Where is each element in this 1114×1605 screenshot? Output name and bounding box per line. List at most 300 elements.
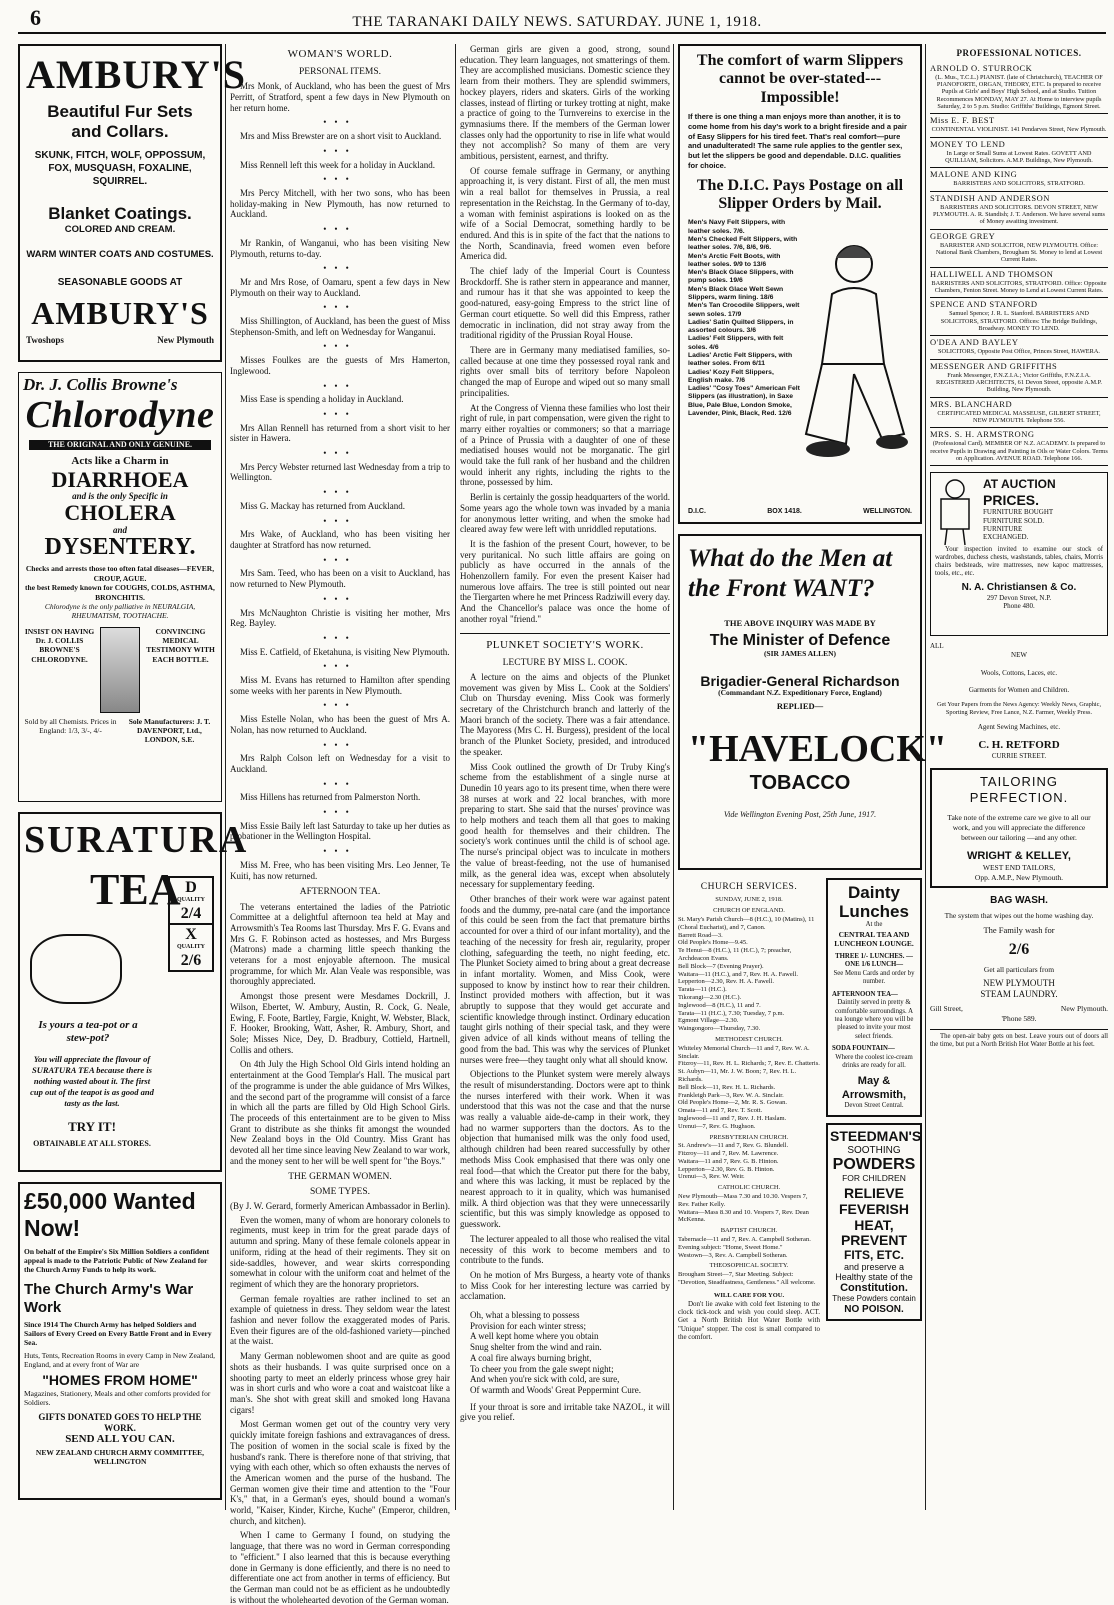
chlorodyne-insist: INSIST ON HAVING Dr. J. COLLIS BROWNE'S CHLORODYNE.: [24, 626, 95, 664]
professional-notice-name: O'DEA AND BAYLEY: [930, 337, 1019, 348]
suratura-tagline: Is yours a tea-pot or a stew-pot?: [38, 1019, 138, 1045]
havelock-replied: REPLIED—: [776, 701, 824, 712]
professional-notice-name: GEORGE GREY: [930, 230, 996, 241]
item-separator: •••: [323, 593, 357, 604]
item-separator: •••: [323, 408, 357, 419]
church-section-title: PRESBYTERIAN CHURCH.: [709, 1133, 789, 1141]
ambury-shops: Twoshops: [26, 334, 64, 345]
church-service-line: Westown—3, Rev. A. Campbell Sotheran.: [678, 1251, 788, 1259]
personal-item: Miss Rennell left this week for a holiday in Auckland.: [240, 159, 435, 170]
steedman-powders: POWDERS: [832, 1155, 916, 1173]
church-service-line: Fitzroy—11, Rev. H. L. Richards; 7, Rev. E. Chatteris.: [678, 1060, 820, 1068]
havelock-question-1: What do the Men at: [688, 545, 893, 572]
poem-line: Of warmth and Woods' Great Peppermint Cure.: [470, 1384, 641, 1395]
church-service-line: Barrett Road—3.: [678, 931, 723, 939]
professional-notice: [930, 360, 1108, 398]
article-paragraph: At the Congress of Vienna these families who lost their right of rule, in part compensation, were given the right to marry either royalties or commoners; so that a marriage of a Prince of Prussia with a daughter of one of these mediatised houses would not be morganatic. The girl would take the full rank of her husband and the children would inherit any rights, including the rights to the throne, possessed by him.: [460, 402, 670, 488]
article-paragraph: There are in Germany many mediatised families, so-called because at one time they possessed royal rank and rights over small bits of territory before Napoleon changed the map of Europe and wiped out so many small principalities.: [460, 344, 670, 398]
church-service-line: Te Henui—8 (H.C.), 11 (H.C.), 7; preacher, Archdeacon Evans.: [678, 947, 792, 962]
professional-notice-name: MONEY TO LEND: [930, 138, 1006, 149]
dainty-lunches-ad: [826, 878, 922, 1117]
slipper-lady-illustration: [792, 234, 910, 474]
professional-notice-name: MRS. S. H. ARMSTRONG: [930, 429, 1035, 440]
church-army-line2: Huts, Tents, Recreation Rooms in every Camp in New Zealand, England, and at every front of War are: [24, 1350, 215, 1370]
dainty-may-arrowsmith: May & Arrowsmith,: [841, 1074, 907, 1101]
german-women-heading: THE GERMAN WOMEN.: [288, 1172, 392, 1183]
church-service-line: Lepperton—2.30, Rev. H. A. Fawell.: [678, 978, 774, 986]
grade-d: D: [185, 879, 197, 896]
dic-item: Ladies' Felt Slippers, with felt soles. 4/6: [688, 335, 784, 351]
chlorodyne-checks: Checks and arrests those too often fatal diseases—FEVER, CROUP, AGUE.: [25, 564, 215, 583]
item-separator: •••: [323, 700, 357, 711]
article-paragraph: The chief lady of the Imperial Court is Countess Brockdorff. She is rather stern in appearance and manner, and rumour has it that she was appointed to keep the good-natured, easy-going Empress to the strict line of German court etiquette. So well did this Empress, rather democratic in inclination, did not stray away from the traditional rigidity of the Prussian Royal House.: [460, 266, 670, 341]
article-paragraph: Even the women, many of whom are honorary colonels to regiments, must keep in trim for the great parade days of autumn and spring. Many of these female colonels appear in uniform, riding at the head of their regiments. They sit on side-saddles, however, and wear skirts corresponding somewhat in colour with the uniform coat and helmet of the regiment of which they are the honorary proprietors.: [230, 1214, 450, 1289]
christiansen-line: FURNITURE BOUGHT: [983, 508, 1054, 517]
church-service-line: Lepperton—2.30, Rev. G. B. Hinton.: [678, 1165, 775, 1173]
christiansen-at-auction: AT AUCTION: [983, 477, 1056, 492]
article-paragraph: German girls are given a good, strong, sound education. They learn languages, not smatterings of them. They are accomplished musicians. Domestic science they learn from their mothers. They are splendid swimmers, hockey players, riders and skaters. Girls of the working classes, instead of flirting or turkey trotting at night, make a practice of going to the Turnvereins to exercise in the gymnasiums there. If the members of the German lower classes only had the opportunity to rise in life what would they not accomplish? So many of them are very ambitious, persistent, earnest, and thrifty.: [460, 44, 670, 162]
havelock-allen: (SIR JAMES ALLEN): [763, 648, 837, 658]
item-separator: •••: [323, 380, 357, 391]
havelock-brand: "HAVELOCK": [688, 728, 947, 771]
personal-item: Miss Essie Baily left last Saturday to take up her duties as probationer in the Wellington Hospital.: [230, 820, 450, 842]
personal-item: Mrs Ralph Colson left on Wednesday for a visit to Auckland.: [230, 753, 450, 774]
column-3: [460, 44, 670, 1512]
chlorodyne-ad: [18, 372, 222, 802]
dainty-afternoon: Daintily served in pretty & comfortable surroundings. A tea lounge where you will be pleased to invite your most select friends.: [834, 999, 914, 1040]
personal-items-list: [230, 81, 450, 881]
poem-line: To cheer you from the gale swept night;: [470, 1363, 614, 1374]
church-section-title: METHODIST CHURCH.: [715, 1035, 783, 1043]
chlorodyne-manufacturer: Sole Manufacturers: J. T. DAVENPORT, Ltd., LONDON, S.E.: [128, 716, 211, 745]
poem-line: Snug shelter from the wind and rain.: [470, 1342, 602, 1353]
professional-notice-name: STANDISH AND ANDERSON: [930, 192, 1050, 203]
personal-item: Miss G. Mackay has returned from Auckland.: [240, 500, 405, 511]
suratura-body: You will appreciate the flavour of SURATURA TEA because there is nothing wasted about it. The first cup out of the teapot is as good and tasty as the last.: [30, 1054, 154, 1109]
steedman-healthy: Healthy state of the: [835, 1272, 913, 1283]
article-paragraph: On he motion of Mrs Burgess, a hearty vote of thanks to Miss Cook for her interesting lecture was carried by acclamation.: [460, 1269, 670, 1302]
ambury-tagline: Beautiful Fur Sets and Collars.: [47, 102, 193, 142]
chlorodyne-maker: Dr. J. Collis Browne's: [23, 375, 178, 394]
chlorodyne-details: [23, 627, 217, 713]
church-service-line: Fitzroy—11 and 7, Rev. M. Lawrence.: [678, 1150, 779, 1158]
dainty-soda: Where the coolest ice-cream drinks are ready for all.: [835, 1053, 913, 1070]
chlorodyne-testimony: CONVINCING MEDICAL TESTIMONY WITH EACH BOTTLE.: [146, 626, 215, 664]
professional-notice: [930, 62, 1108, 115]
plunket-subheading: LECTURE BY MISS L. COOK.: [502, 657, 628, 668]
misc-woollens: Wools, Cottons, Laces, etc.: [980, 668, 1058, 677]
church-service-line: Whiteley Memorial Church—11 and 7, Rev. W. A. Sinclair.: [678, 1044, 810, 1060]
havelock-brigadier: Brigadier-General Richardson: [700, 672, 900, 689]
afternoon-tea-article: [230, 902, 450, 1167]
dic-headline: The comfort of warm Slippers cannot be over-stated---Impossible!: [696, 52, 904, 106]
bag-wash-family: The Family wash for: [983, 925, 1055, 936]
professional-notice-detail: (L. Mus., T.C.L.) PIANIST. (late of Christchurch), TEACHER OF PIANOFORTE, ORGAN, THEORY, ETC. Is prepared to receive Pupils at Girls' and Boys' High School, and at Studio. Tuition Recommences MONDAY, MAY 27. At Home to interview pupils Saturday, 2 to 5 p.m. Studio: Griffiths' Buildings, Egmont Street.: [935, 73, 1103, 111]
bag-wash-laundry: STEAM LAUNDRY.: [980, 989, 1058, 1000]
church-services: [678, 878, 820, 1346]
dic-slippers-ad: [678, 44, 922, 524]
church-army-committee: NEW ZEALAND CHURCH ARMY COMMITTEE, WELLINGTON: [35, 1448, 205, 1467]
bag-wash-ad: [930, 894, 1108, 1050]
church-army-send: SEND ALL YOU CAN.: [65, 1433, 175, 1446]
dic-item: Men's Tan Crocodile Slippers, welt sewn soles. 17/9: [688, 302, 800, 318]
church-army-line3: Magazines, Stationery, Meals and other comforts provided for Soldiers.: [24, 1389, 211, 1408]
church-sections: [678, 907, 820, 1287]
professional-notice: [930, 138, 1108, 169]
havelock-vide: Vide Wellington Evening Post, 25th June, 1917.: [723, 810, 877, 820]
havelock-minister: The Minister of Defence: [709, 631, 891, 649]
dic-city: WELLINGTON.: [863, 507, 912, 515]
article-paragraph: When I came to Germany I found, on studying the language, that there was no word in German corresponding to "efficient." I also learned that this is because everything done in Germany is done efficiently, and there is no need to differentiate one act from another in terms of efficiency. But the German man could not be as efficient as he undoubtedly is without the wholehearted devotion of the German woman.: [230, 1530, 450, 1605]
church-service-line: Inglewood—8 (H.C.), 11 and 7.: [678, 1001, 761, 1009]
personal-item: Mrs Monk, of Auckland, who has been the guest of Mrs Perritt, of Stratford, spent a few days in New Plymouth on her return home.: [230, 81, 450, 113]
steedman-heat: HEAT,: [854, 1216, 894, 1233]
church-section-title: CATHOLIC CHURCH.: [717, 1184, 781, 1192]
ambury-location: New Plymouth: [157, 334, 214, 345]
column-divider: [673, 44, 674, 1510]
chlorodyne-original: THE ORIGINAL AND ONLY GENUINE.: [29, 440, 211, 450]
auctioneer-illustration: [935, 477, 977, 547]
chlorodyne-palliative: Chlorodyne is the only palliative in NEURALGIA, RHEUMATISM, TOOTHACHE.: [44, 601, 196, 621]
article-paragraph: The lecturer appealed to all those who realised the vital necessity of this work to become members and to contribute to the funds.: [460, 1233, 670, 1266]
personal-item: Mrs and Miss Brewster are on a short visit to Auckland.: [240, 131, 442, 142]
ambury-footer: [26, 335, 214, 346]
professional-notice-name: ARNOLD O. STURROCK: [930, 62, 1033, 73]
professional-notices-list: [930, 62, 1108, 467]
misc-retford: C. H. RETFORD: [978, 739, 1060, 752]
column-divider: [455, 44, 456, 1510]
havelock-inquiry: THE ABOVE INQUIRY WAS MADE BY: [724, 617, 876, 628]
christiansen-line: EXCHANGED.: [983, 533, 1029, 542]
chlorodyne-sold: Sold by all Chemists. Prices in England: 1/3, 3/-, 4/-: [24, 716, 117, 736]
article-paragraph: The veterans entertained the ladies of the Patriotic Committee at a delightful afternoon tea held at May and Arrowsmith's Tea Rooms last Thursday. Mrs F. G. Evans and Mrs G. F. Robinson acted as hostesses, and Mrs Burgess (Matrons) made a charming little speech thanking the veterans for a most enjoyable afternoon. The musical programme, for which Mr. Alan Veale was responsible, was thoroughly appreciated.: [230, 901, 450, 987]
will-care-text: Don't lie awake with cold feet listening to the clock tick-tock and wish you could sleep. ACT. Get a North British Hot Water Bottle with "Unique" stopper. The cost is small compared to the comfort.: [678, 1299, 820, 1342]
item-separator: •••: [323, 487, 357, 498]
hot-water-bottle-notice: The open-air baby gets on best. Leave yours out of doors all the time, but put a North British Hot Water Bottle at his feet.: [930, 1029, 1108, 1051]
item-separator: •••: [323, 224, 357, 235]
havelock-commandant: (Commandant N.Z. Expeditionary Force, England): [718, 688, 882, 698]
article-paragraph: Miss Cook outlined the growth of Dr Truby King's scheme from the establishment of a single nurse at Dunedin 10 years ago to its present time, when there were 38 nurses at work and 22 local branches, with more preparing to start. She said that the nurses' province was to help mothers and teach them all that goes to making good health for themselves and their children. The society's work continues until the child is of school age. The nurse's principal object was to inculcate in mothers the value of breast-feeding, not the use of humanised milk, as the general idea was, except when absolutely necessary for supplementary feeding.: [460, 761, 670, 890]
steedman-for-children: FOR CHILDREN: [842, 1172, 906, 1183]
ambury-ad: [18, 44, 246, 362]
article-paragraph: On 4th July the High School Old Girls intend holding an entertainment at the Good Templar's Hall. The musical part of the programme is under the able guidance of Mrs Wilkes, and the second part of the programme will consist of a farce in which all the parts are filled by Old High School Girls. The proceeds of this entertainment are to be given to Miss Grant to distribute as she thinks fit amongst the wounded New Zealand boys in the Old Country. Miss Grant has devoted all her time since leaving New Zealand to war work, and the money sent to her will be well spent for "the Boys.": [230, 1059, 450, 1166]
teapot-image: [30, 934, 122, 1004]
article-paragraph: Other branches of their work were war against patent foods and the dummy, pre-natal care (and the importance of this could be seen from the fact that premature births accounted for over a third of our infant mortality), and the teaching of the necessity for fresh air, regularity, proper clothing, safeguarding the teeth, no night feeding, etc. The Plunket Society aimed to bring about a great decrease in infant mortality. Women, and Miss Cook, were supposed to know by instinct how to rear their children. Instinct provided mothers with affection, but it was abruptly to suppose that they would get accurate and scientific knowledge through instinct. Ordinary education taught girls nothing of their special task, and they were given advice of all kinds without means of telling the good from the bad. This was why the services of Plunket nurses were free—they taught only what all should know.: [460, 894, 670, 1065]
havelock-tobacco: TOBACCO: [749, 772, 851, 795]
grade-x: X: [185, 926, 197, 944]
professional-notice-name: Miss E. F. BEST: [930, 115, 995, 126]
christiansen-line: FURNITURE: [983, 524, 1023, 533]
dic-box: BOX 1418.: [767, 507, 802, 515]
personal-items-heading: PERSONAL ITEMS.: [299, 67, 381, 78]
article-paragraph: Of course female suffrage in Germany, or anything approaching it, is very distant. First of all, the men must win a real ballot for themselves in Prussia, a real representation in the Reichstag. In the Germany of to-day, a woman with feminist aspirations is looked on as the wife of a Social Democrat, something hardly to be endured. And this is in spite of the fact that the nations to the North, Scandinavia, freed women even before America did.: [460, 165, 670, 262]
professional-notice-detail: CERTIFICATED MEDICAL MASSEUSE, GILBERT STREET, NEW PLYMOUTH. Telephone 556.: [937, 409, 1101, 424]
misc-currie: CURRIE STREET.: [991, 752, 1047, 761]
dainty-at: At the: [865, 921, 883, 929]
poem-line: Oh, what a blessing to possess: [470, 1310, 580, 1321]
dic-item: Men's Checked Felt Slippers, with leather soles. 7/6, 8/6, 9/6.: [688, 236, 798, 252]
christiansen-prices: PRICES.: [983, 491, 1040, 508]
christiansen-ad: [930, 472, 1108, 636]
church-army-gifts: GIFTS DONATED GOES TO HELP THE WORK.: [38, 1411, 202, 1433]
church-army-line1: Since 1914 The Church Army has helped Soldiers and Sailors of Every Creed on Every Battle Front and in Every Sea.: [24, 1319, 212, 1348]
item-separator: •••: [323, 117, 357, 128]
misc-sewing: Agent Sewing Machines, etc.: [977, 723, 1061, 732]
chlorodyne-and: and: [112, 524, 127, 535]
dainty-and-steedman: [826, 878, 922, 1346]
chlorodyne-dysentery: DYSENTERY.: [44, 534, 196, 561]
tailoring-opp: Opp. A.M.P., New Plymouth.: [974, 872, 1064, 882]
peppermint-cure-poem: [470, 1310, 670, 1396]
church-service-line: Tarata—11 (H.C.).: [678, 986, 727, 994]
professional-notice: [930, 398, 1108, 429]
chlorodyne-best: the best Remedy known for COUGHS, COLDS, ASTHMA, BRONCHITIS.: [25, 583, 215, 602]
tailoring-west-end: WEST END TAILORS,: [982, 862, 1056, 872]
professional-notice: [930, 298, 1108, 336]
suratura-name: SURATURA: [24, 819, 249, 861]
plunket-article: [460, 672, 670, 1302]
misc-garments: Garments for Women and Children.: [968, 685, 1070, 694]
poem-line: Provision for each winter stress;: [470, 1320, 586, 1331]
professional-notice-name: MESSENGER AND GRIFFITHS: [930, 360, 1058, 371]
column-divider: [225, 44, 226, 1510]
church-service-line: Tarata—11 (H.C.), 7.30; Tuesday, 7 p.m.: [678, 1009, 785, 1017]
professional-notice: [930, 336, 1108, 359]
personal-item: Miss M. Free, who has been visiting Mrs. Leo Jenner, Te Kuiti, has now returned.: [230, 859, 450, 881]
professional-notice-detail: Frank Messenger, F.N.Z.I.A.; Victor Griffiths, F.N.Z.I.A. REGISTERED ARCHITECTS, 61 Devon Street, opposite A.M.P. Building, New Plymouth.: [936, 371, 1102, 394]
poem-line: And when you're sick with cold, are sure,: [470, 1374, 620, 1385]
church-and-dainty: [678, 878, 922, 1346]
item-separator: •••: [323, 302, 357, 313]
article-paragraph: It is the fashion of the present Court, however, to be very puritanical. No such little affairs are going on publicly as have occurred in the annals of the Hohenzollern family. For even the present Kaiser had numerous love affairs. The tree is still pointed out near the Tiergarten where he met Princess Radziwill every day. And the Chancellor's palace was once the home of another royal "friend.": [460, 538, 670, 624]
will-care-heading: WILL CARE FOR YOU.: [713, 1291, 785, 1299]
column-2-womans-world: [230, 44, 450, 1605]
tailoring-ad: [930, 768, 1108, 889]
church-service-line: St. Mary's Parish Church—8 (H.C.), 10 (Matins), 11 (Choral Eucharist), and 7, Canon.: [678, 915, 815, 931]
bag-wash-gill: Gill Street,: [930, 1004, 963, 1014]
christiansen-phone: Phone 480.: [1003, 602, 1035, 611]
church-services-date: SUNDAY, JUNE 2, 1918.: [715, 896, 783, 904]
professional-notice-detail: SOLICITORS, Opposite Post Office, Princes Street, HAWERA.: [938, 348, 1100, 356]
misc-papers: Get Your Papers from the News Agency: Weekly News, Graphic, Sporting Review, Free Lance, N.Z. Farmer, Weekly Press.: [936, 700, 1102, 716]
poem-line: A well kept home where you obtain: [470, 1331, 599, 1342]
poem-line: A coal fire always burning bright,: [470, 1352, 592, 1363]
article-paragraph: A lecture on the aims and objects of the Plunket movement was given by Miss L. Cook at the Soldiers' Club on Thursday evening. Miss Cook was formerly secretary of the Christchurch branch and latterly of the Maori branch of the society. There was a fair attendance. The Mayoress (Mrs C. H. Burgess), president of the local branch of the Plunket Society, presided, and introduced the speaker.: [460, 671, 670, 757]
ambury-blanket: Blanket Coatings.: [48, 203, 192, 223]
personal-item: Mrs Wake, of Auckland, who has been visiting her daughter at Stratford has now returned.: [230, 529, 450, 550]
item-separator: •••: [323, 174, 357, 185]
church-service-line: Waingongoro—Thursday, 7.30.: [678, 1025, 761, 1033]
dic-intro: If there is one thing a man enjoys more than another, it is to come home from his day's work to a bright fireside and a pair of Easy Slippers for his tired feet. That's real comfort—pure and unadulterated! The same rule applies to the gentler sex, but let the slippers be good and dependable. D.I.C. qualities for choice.: [688, 112, 907, 170]
suratura-obtainable: OBTAINABLE AT ALL STORES.: [33, 1139, 151, 1148]
chlorodyne-diarrhoea: DIARRHOEA: [51, 466, 189, 492]
item-separator: •••: [323, 739, 357, 750]
dic-item: Ladies' Kozy Felt Slippers, English make. 7/6: [688, 368, 774, 384]
suratura-ad: [18, 812, 249, 1172]
christiansen-line: FURNITURE SOLD.: [983, 516, 1045, 525]
item-separator: •••: [323, 661, 357, 672]
masthead: [0, 0, 1114, 30]
dic-item: Ladies' Satin Quilted Slippers, in assorted colours. 3/6: [688, 318, 794, 335]
column-divider: [925, 44, 926, 1510]
bag-wash-particulars: Get all particulars from: [983, 965, 1055, 974]
church-service-line: Brougham Street—7, Star Meeting. Subject: "Devotion, Steadfastness, Gentleness." All welcome.: [678, 1271, 816, 1287]
professional-notice-detail: BARRISTERS AND SOLICITORS. DEVON STREET, NEW PLYMOUTH. A. R. Standish; J. T. Anderson. We have several sums of Money awaiting investment.: [932, 203, 1106, 226]
suratura-grades: [168, 876, 214, 972]
professional-notice-detail: BARRISTERS AND SOLICITORS, STRATFORD. Office: Opposite Chambers, Fenton Street. Money to Lend at Lowest Current Rates.: [931, 279, 1107, 295]
professional-notice-name: HALLIWELL AND THOMSON: [930, 268, 1054, 279]
suratura-try: TRY IT!: [68, 1119, 116, 1134]
personal-item: Miss Hillens has returned from Palmerston North.: [240, 792, 421, 803]
professional-notice: [930, 428, 1108, 466]
dainty-three: THREE 1/- LUNCHES. —ONE 1/6 LUNCH—: [835, 952, 913, 969]
misc-new: NEW: [1011, 651, 1027, 660]
dic-item: Men's Black Glace Slippers, with pump soles. 19/6: [688, 269, 794, 285]
item-separator: •••: [323, 145, 357, 156]
professional-notice-detail: In Large or Small Sums at Lowest Rates. GOVETT AND QUILLIAM, Solicitors. A.M.P. Buildings, New Plymouth.: [945, 149, 1093, 165]
item-separator: •••: [323, 448, 357, 459]
wanted-intro: On behalf of the Empire's Six Million Soldiers a confident appeal is made to the Patriotic Public of New Zealand for the Church Army Funds to help its work.: [24, 1246, 210, 1275]
tailoring-body: Take note of the extreme care we give to all our work, and you will appreciate the difference between our tailoring —and any other.: [947, 813, 1091, 842]
tailoring-wright: WRIGHT & KELLEY,: [967, 849, 1071, 862]
steedman-relieve: RELIEVE: [844, 1185, 904, 1202]
professional-notice: [930, 168, 1108, 191]
personal-item: Mrs Percy Webster returned last Wednesday from a trip to Wellington.: [230, 461, 450, 483]
chlorodyne-cholera: CHOLERA: [64, 500, 176, 526]
grade-quality-label: QUALITY: [176, 897, 205, 904]
havelock-question-2: the Front WANT?: [688, 574, 875, 602]
misc-ads: [930, 642, 1108, 761]
christiansen-lines: [983, 508, 1103, 541]
chlorodyne-acts: Acts like a Charm in: [71, 454, 169, 467]
tailoring-title: TAILORING PERFECTION.: [969, 773, 1069, 806]
church-service-line: Tikorangi—2.30 (H.C.).: [678, 993, 742, 1001]
chlorodyne-specific: and is the only Specific in: [72, 490, 168, 501]
ambury-blanket-sub: COLORED AND CREAM.: [64, 224, 176, 235]
item-separator: •••: [323, 554, 357, 565]
personal-item: Mrs McNaughton Christie is visiting her mother, Mrs Reg. Bayley.: [230, 607, 450, 629]
chlorodyne-bottle-image: [100, 627, 140, 713]
column-6-notices: [930, 44, 1108, 1512]
personal-item: Miss E. Catfield, of Eketahuna, is visiting New Plymouth.: [240, 646, 450, 657]
church-section-title: BAPTIST CHURCH.: [720, 1227, 778, 1235]
dic-footer: [688, 508, 912, 516]
professional-notice-detail: CONTINENTAL VIOLINIST. 141 Pendarves Street, New Plymouth.: [931, 126, 1107, 134]
german-women-continued: [460, 44, 670, 625]
church-service-line: Old People's Home—9.45.: [678, 939, 748, 947]
church-service-line: Bell Block—11, Rev. H. L. Richards.: [678, 1083, 776, 1091]
church-section-title: CHURCH OF ENGLAND.: [713, 907, 785, 915]
professional-notice-name: MRS. BLANCHARD: [930, 398, 1013, 409]
newspaper-title: THE TARANAKI DAILY NEWS. SATURDAY. JUNE 1, 1918.: [352, 14, 762, 30]
professional-notice-name: MALONE AND KING: [930, 169, 1018, 180]
bag-wash-np: NEW PLYMOUTH: [983, 977, 1055, 988]
havelock-ad: [678, 534, 947, 870]
church-service-line: St. Andrew's—11 and 7, Rev. G. Blundell.: [678, 1142, 789, 1150]
christiansen-name: N. A. Christiansen & Co.: [961, 581, 1077, 593]
dainty-title: Dainty Lunches: [839, 883, 909, 921]
church-section-title: THEOSOPHICAL SOCIETY.: [709, 1262, 789, 1270]
personal-item: Misses Foulkes are the guests of Mrs Hamerton, Inglewood.: [230, 355, 450, 376]
item-separator: •••: [323, 846, 357, 857]
church-service-line: Waitara—11 (H.C.), and 7, Rev. H. A. Fawell.: [678, 970, 798, 978]
wanted-headline: £50,000 Wanted Now!: [24, 1188, 196, 1242]
bag-wash-system: The system that wipes out the home washing day.: [944, 911, 1094, 921]
column-1-ads: [18, 44, 249, 1512]
article-paragraph: Most German women get out of the country very very quickly imitate foreign fashions and extravagances of dress. The position of women in the social scale is fixed by the husband's rank. There is therefore none of that striving, that vying with each other, which so often exhausts the nerves of the American women and the purse of the husband. The German women give their time and attention to the "Four K's," that, in a German's eyes, should bound a woman's world, "Kaiser, Kinder, Kirche, Kuche" (Emperor, children, church, and kitchen).: [230, 1419, 450, 1526]
article-paragraph: Amongst those present were Mesdames Dockrill, J. Wilson, Ebertet, W. Ambury, Austin, R. Cock, G. Neale, Ewing, F. Foote, Bartley, Fargie, Knight, W. Webster, Black, F. Hooker, Brooking, Watt, Asher, R. Ambury, Short, and Sole; Misses Nice, Dey, D. Bradbury, Cottield, Hartnell, Collis and others.: [230, 991, 450, 1055]
afternoon-tea-heading: AFTERNOON TEA.: [299, 887, 381, 898]
chlorodyne-name: Chlorodyne: [25, 394, 215, 437]
personal-item: Mrs Percy Mitchell, with her two sons, who has been holiday-making in New Plymouth, has now returned to Auckland.: [230, 188, 450, 220]
christiansen-address: 297 Devon Street, N.P.: [986, 593, 1052, 602]
dic-item: Ladies' "Cosy Toes" American Felt Slippers (as illustration), in Saxe Blue, Pale Blue, London Smoke, Lavender, Pink, Black, Red. 12/6: [688, 385, 800, 417]
homes-from-home: "HOMES FROM HOME": [42, 1372, 198, 1389]
article-paragraph: Berlin is certainly the gossip headquarters of the world. Some years ago the whole town was invaded by a mania for anonymous letter writing, and when the smoke had cleared away few were left with unriddled reputations.: [460, 492, 670, 535]
church-service-line: Bell Block—7 (Evening Prayer).: [678, 962, 764, 970]
church-army-ad: [18, 1182, 222, 1500]
church-service-line: Waitara—11 and 7, Rev. G. B. Hinton.: [678, 1157, 779, 1165]
church-service-line: Frankleigh Park—3, Rev. W. A. Sinclair.: [678, 1091, 784, 1099]
item-separator: •••: [323, 807, 357, 818]
german-women-subheading: SOME TYPES.: [309, 1186, 370, 1197]
steedman-feverish: FEVERISH: [838, 1200, 909, 1217]
item-separator: •••: [323, 632, 357, 643]
personal-item: Mrs Sam. Teed, who has been on a visit to Auckland, has now returned to New Plymouth.: [230, 568, 450, 590]
church-service-line: Urenui—3, Rev. W. Weir.: [678, 1173, 745, 1181]
ambury-name-footer: AMBURY'S: [31, 295, 209, 332]
ambury-name: AMBURY'S: [26, 52, 246, 97]
professional-notice: [930, 230, 1108, 268]
ambury-seasonable: SEASONABLE GOODS AT: [57, 276, 183, 288]
steedman-no-poison: NO POISON.: [844, 1303, 904, 1315]
church-service-line: St. Aubyn—11, Mr. J. W. Boon; 7, Rev. H. L. Richards.: [678, 1068, 797, 1083]
professional-notice-detail: Samuel Spence; J. R. L. Stanford. BARRISTERS AND SOLICITORS, STRATFORD. Offices: The Bridge Buildings, Broadway. MONEY TO LEND.: [940, 310, 1098, 333]
steedman-ad: [826, 1123, 922, 1321]
article-paragraph: German female royalties are rather inclined to set an example of quietness in dress. They seldom wear the latest fashion and never follow the exaggerated modes of Paris. Even their figures are of the old-fashioned variety—pinched at the waist.: [230, 1293, 450, 1347]
chlorodyne-sales: [23, 717, 217, 745]
dainty-afternoon-head: AFTERNOON TEA—: [832, 990, 898, 998]
dainty-central: CENTRAL TEA AND LUNCHEON LOUNGE.: [834, 929, 914, 949]
masthead-rule: [18, 32, 1106, 34]
personal-item: Miss M. Evans has returned to Hamilton after spending some weeks with her parents in New Plymouth.: [230, 675, 450, 696]
dic-item: Men's Arctic Felt Boots, with leather soles. 9/9 to 13/6: [688, 252, 781, 268]
personal-item: Mr and Mrs Rose, of Oamaru, spent a few days in New Plymouth on their way to Auckland.: [230, 276, 450, 298]
church-service-line: Inglewood—11 and 7, Rev. J. H. Haslam.: [678, 1114, 787, 1122]
dainty-menu: See Menu Cards and order by number.: [833, 969, 915, 986]
steedman-contain: These Powders contain: [832, 1293, 916, 1303]
dainty-street: Devon Street Central.: [844, 1102, 904, 1110]
personal-item: Mr Rankin, of Wanganui, who has been visiting New Plymouth, returns to-day.: [230, 237, 450, 259]
professional-notice-detail: BARRISTERS AND SOLICITORS, STRATFORD.: [953, 180, 1085, 188]
bag-wash-phone: 'Phone 589.: [1001, 1013, 1037, 1023]
bag-wash-price: 2/6: [1008, 941, 1030, 959]
bag-wash-title: BAG WASH.: [990, 895, 1048, 907]
church-services-heading: CHURCH SERVICES.: [700, 882, 798, 892]
womans-world-heading: WOMAN'S WORLD.: [287, 48, 393, 60]
grade-x-price: 2/6: [180, 952, 202, 970]
dic-name: D.I.C.: [688, 507, 706, 515]
church-service-line: Urenui—7, Rev. G. Hughson.: [678, 1122, 756, 1130]
steedman-fits: FITS, ETC.: [844, 1247, 904, 1262]
steedman-soothing: SOOTHING: [847, 1144, 901, 1156]
church-service-line: Old People's Home—2, Mr. R. S. Gowan.: [678, 1099, 787, 1107]
dic-item: Men's Navy Felt Slippers, with leather soles. 7/6.: [688, 219, 786, 235]
dic-item: Men's Black Glace Welt Sewn Slippers, warm lining. 18/6: [688, 285, 784, 301]
professional-notice-detail: (Professional Card). MEMBER OF N.Z. ACADEMY. Is prepared to receive Pupils in Drawing and Painting in Oils or Water Colors. Terms on Application. AVENUE ROAD. Telephone 166.: [930, 440, 1108, 463]
personal-item: Miss Shillington, of Auckland, has been the guest of Miss Stephenson-Smith, and left on Wednesday for Wanganui.: [230, 316, 450, 337]
christiansen-inspection: Your inspection invited to examine our stock of wardrobes, duchess chests, washstands, tables, chairs, Morris chairs bedsteads, wire mattresses, new kapoc mattresses, tools, etc., etc.: [935, 545, 1103, 577]
